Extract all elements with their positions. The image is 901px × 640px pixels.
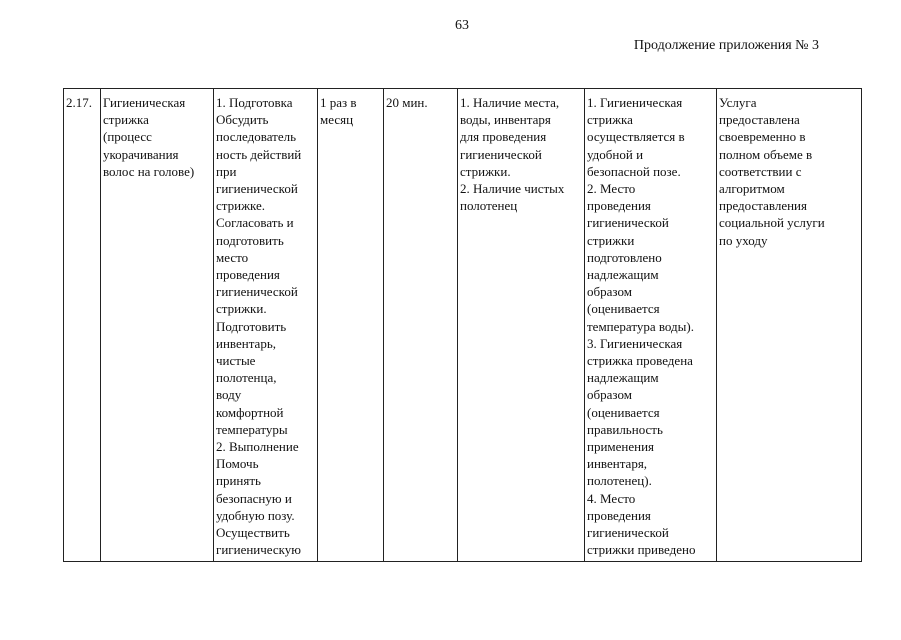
result-assessment-cell bbox=[717, 89, 862, 562]
service-conditions: 1. Наличие места, воды, инвентаря для проведения гигиенической стрижки. 2. Наличие чистых полотенец bbox=[460, 95, 565, 214]
description-cell bbox=[214, 89, 318, 562]
appendix-continuation-note: Продолжение приложения № 3 bbox=[633, 38, 819, 53]
quality-indicators: 1. Гигиеническая стрижка осуществляется в удобной и безопасной позе. 2. Место проведения гигиенической стрижки подготовлено надлежащим образом (оценивается температура воды). 3. Гигиеническая стрижка проведена надлежащим образом (оценивается правильность применения инвентаря, полотенец). 4. Место проведения гигиенической стрижки приведено bbox=[587, 95, 696, 558]
conditions-cell bbox=[458, 89, 585, 562]
quality-indicators-cell bbox=[585, 89, 717, 562]
page-number: 63 bbox=[455, 18, 469, 33]
result-assessment: Услуга предоставлена своевременно в полном объеме в соответствии с алгоритмом предоставления социальной услуги по уходу bbox=[719, 95, 825, 248]
service-name: Гигиеническая стрижка (процесс укорачивания волос на голове) bbox=[103, 95, 195, 179]
table-row bbox=[64, 89, 862, 562]
frequency-cell bbox=[318, 89, 384, 562]
service-frequency: 1 раз в месяц bbox=[320, 95, 357, 128]
service-description: 1. Подготовка Обсудить последователь ность действий при гигиенической стрижке. Согласовать и подготовить место проведения гигиенической стрижки. Подготовить инвентарь, чистые полотенца, воду комфортной температуры 2. Выполнение Помочь принять безопасную и удобную позу. Осуществить гигиеническую bbox=[216, 95, 302, 558]
service-name-cell bbox=[101, 89, 214, 562]
service-duration: 20 мин. bbox=[386, 95, 428, 110]
duration-cell bbox=[384, 89, 458, 562]
row-number-cell bbox=[64, 89, 101, 562]
row-number: 2.17. bbox=[66, 95, 92, 110]
service-standard-table bbox=[63, 88, 862, 562]
